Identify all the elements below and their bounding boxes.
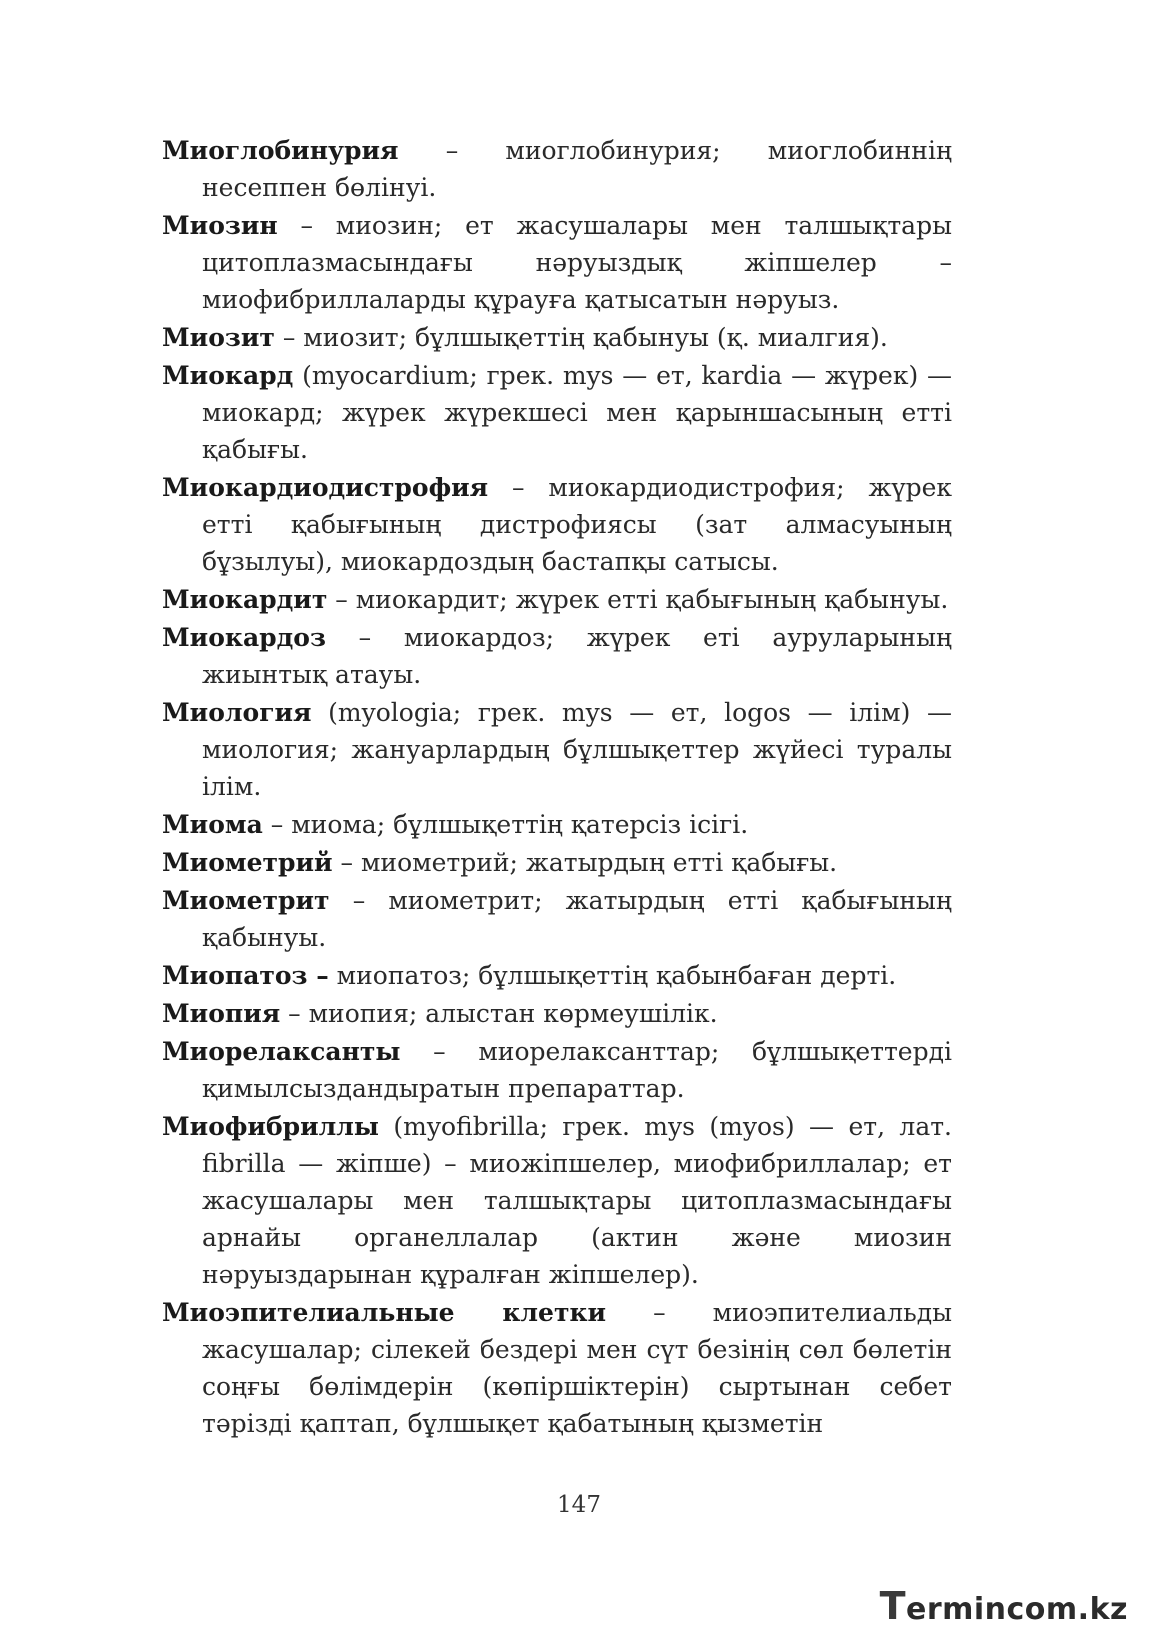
entry-term: Миокардит (162, 585, 328, 614)
entry-term: Миома (162, 810, 263, 839)
entry-term: Миопатоз – (162, 961, 329, 990)
entry-term: Миозин (162, 211, 278, 240)
entry-mioma (162, 806, 952, 843)
entry-mioglobinuria (162, 132, 952, 206)
entry-term: Миометрит (162, 886, 330, 915)
entry-definition: – миокардиодистрофия; жүрек етті қабығының дистрофиясы (зат алмасуының бұзылуы), миокардоздың бастапқы сатысы. (202, 473, 952, 576)
entry-miozit (162, 319, 952, 356)
watermark-text: ermincom.kz (905, 1592, 1128, 1627)
entry-miokardoz (162, 619, 952, 693)
entry-miozin (162, 207, 952, 318)
entry-definition: (myofibrilla; грек. mys (myos) — ет, лат. fibrilla — жіпше) – миожіпшелер, миофибриллалар; ет жасушалары мен талшықтары цитоплазмасындағы арнайы органеллалар (актин және миозин нәруыздарынан құралған жіпшелер). (202, 1112, 952, 1289)
entry-mioepitelialnye-kletki (162, 1294, 952, 1442)
entry-definition: (myocardium; грек. mys — ет, kardia — жүрек) — миокард; жүрек жүрекшесі мен қарыншасының етті қабығы. (202, 361, 952, 464)
entry-miokard (162, 357, 952, 468)
entry-miopiya (162, 995, 952, 1032)
page-number: 147 (557, 1492, 601, 1518)
entry-definition: (myologia; грек. mys — ет, logos — ілім) — миология; жануарлардың бұлшықеттер жүйесі туралы ілім. (202, 698, 952, 801)
entry-definition: – миоэпителиальды жасушалар; сілекей бездері мен сүт безінің сөл бөлетін соңғы бөлімдерін (көпіршіктерін) сыртынан себет тәрізді қаптап, бұлшықет қабатының қызметін (202, 1298, 952, 1438)
entry-term: Миокард (162, 361, 294, 390)
entry-term: Миоглобинурия (162, 136, 399, 165)
entry-term: Миопия (162, 999, 281, 1028)
entry-term: Миокардиодистрофия (162, 473, 489, 502)
entry-term: Миология (162, 698, 312, 727)
entry-term: Миокардоз (162, 623, 326, 652)
entry-miokardiodistrofiya (162, 469, 952, 580)
entry-definition: – миопия; алыстан көрмеушілік. (280, 999, 718, 1028)
entry-definition: – миозин; ет жасушалары мен талшықтары цитоплазмасындағы нәруыздық жіпшелер – миофибриллаларды құрауға қатысатын нәруыз. (202, 211, 952, 314)
entry-miometrit (162, 882, 952, 956)
entry-definition: – миоглобинурия; миоглобиннің несеппен бөлінуі. (202, 136, 952, 202)
entry-miofibrilly (162, 1108, 952, 1293)
entry-miorelaksanty (162, 1033, 952, 1107)
entry-definition: – миометрит; жатырдың етті қабығының қабынуы. (202, 886, 952, 952)
entry-term: Миорелаксанты (162, 1037, 401, 1066)
entry-miometriy (162, 844, 952, 881)
entry-term: Миометрий (162, 848, 333, 877)
watermark-initial: T (879, 1584, 906, 1628)
entry-definition: миопатоз; бұлшықеттің қабынбаған дерті. (328, 961, 897, 990)
entry-term: Миоэпителиальные клетки (162, 1298, 607, 1327)
entry-term: Миозит (162, 323, 275, 352)
entry-miopatoz (162, 957, 952, 994)
entry-miokardit (162, 581, 952, 618)
entry-definition: – миома; бұлшықеттің қатерсіз ісігі. (262, 810, 749, 839)
entry-definition: – миокардоз; жүрек еті ауруларының жиынтық атауы. (202, 623, 952, 689)
entry-term: Миофибриллы (162, 1112, 379, 1141)
entry-definition: – миокардит; жүрек етті қабығының қабынуы. (327, 585, 949, 614)
entry-definition: – миометрий; жатырдың етті қабығы. (332, 848, 838, 877)
entry-miologiya (162, 694, 952, 805)
entry-definition: – миозит; бұлшықеттің қабынуы (қ. миалгия). (274, 323, 888, 352)
termincom-watermark (880, 1584, 1128, 1628)
dictionary-page (162, 132, 952, 1443)
entry-definition: – миорелаксанттар; бұлшықеттерді қимылсыздандыратын препараттар. (202, 1037, 952, 1103)
